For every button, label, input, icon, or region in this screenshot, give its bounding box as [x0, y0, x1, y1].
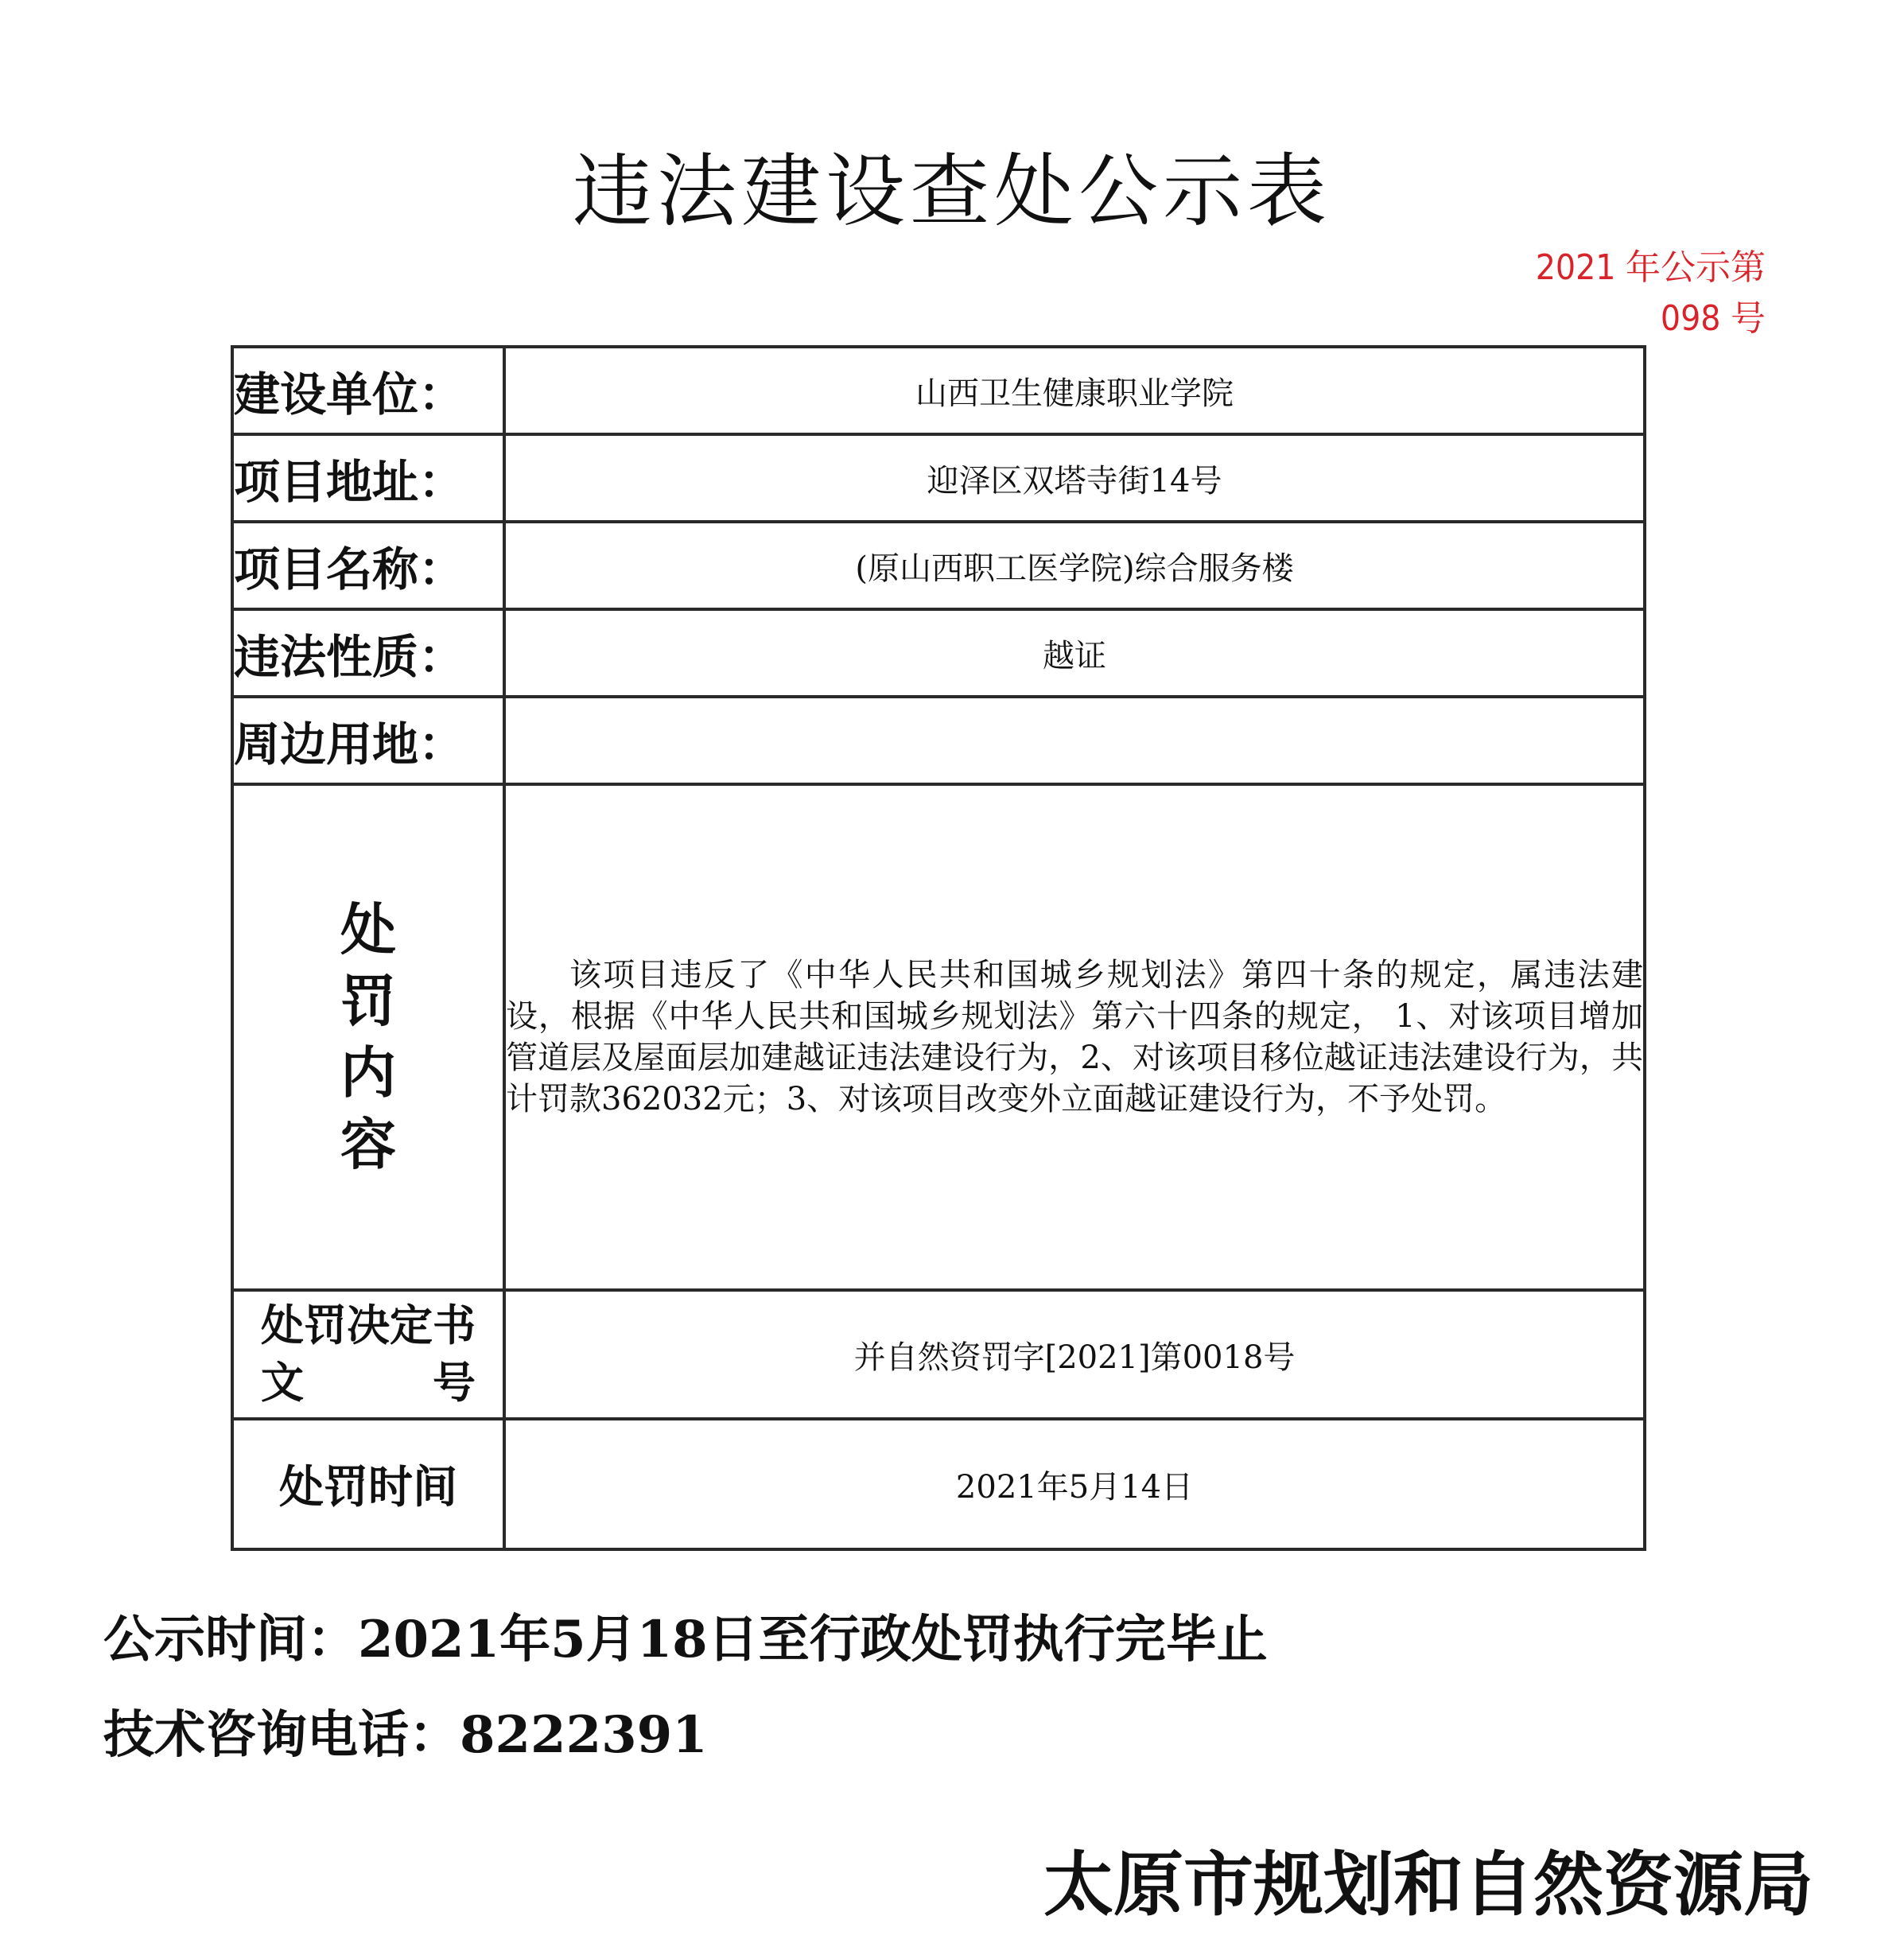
penalty-content-cell: [504, 784, 1645, 1290]
value-construction-unit: 山西卫生健康职业学院: [504, 347, 1645, 434]
value-violation-type: 越证: [504, 609, 1645, 697]
row-project-address: [232, 434, 1645, 522]
row-project-name: [232, 522, 1645, 609]
penalty-content-label-text: 处罚内容: [340, 896, 396, 1177]
label-penalty-content: [232, 784, 504, 1290]
row-construction-unit: [232, 347, 1645, 434]
row-violation-type: [232, 609, 1645, 697]
label-project-address: 项目地址：: [232, 434, 504, 522]
penalty-content-text: 该项目违反了《中华人民共和国城乡规划法》第四十条的规定，属违法建设，根据《中华人民共和国城乡规划法》第六十四条的规定， 1、对该项目增加管道层及屋面层加建越证违法建设行为，2、对该项目移位越证违法建设行为，共计罚款362032元；3、对该项目改变外立面越证建设行为，不予处罚。: [506, 957, 1643, 1117]
page-title: 违法建设查处公示表: [573, 145, 1331, 238]
label-project-name: 项目名称：: [232, 522, 504, 609]
row-penalty-time: [232, 1419, 1645, 1549]
decision-label-line2: 文 号: [261, 1358, 476, 1408]
row-decision-document: [232, 1290, 1645, 1419]
label-construction-unit: 建设单位：: [232, 347, 504, 434]
value-decision-document: 并自然资罚字[2021]第0018号: [504, 1290, 1645, 1419]
decision-label-line1: 处罚决定书: [261, 1300, 476, 1350]
label-surrounding-land: 周边用地：: [232, 697, 504, 784]
consult-phone: 技术咨询电话：8222391: [103, 1705, 708, 1765]
disclosure-table: [231, 345, 1646, 1551]
label-decision-document: [232, 1290, 504, 1419]
value-penalty-time: 2021年5月14日: [504, 1419, 1645, 1549]
value-surrounding-land: [504, 697, 1645, 784]
publicity-time: 公示时间：2021年5月18日至行政处罚执行完毕止: [103, 1610, 1268, 1669]
organization-name: 太原市规划和自然资源局: [1043, 1843, 1813, 1926]
label-violation-type: 违法性质：: [232, 609, 504, 697]
label-penalty-time: 处罚时间: [232, 1419, 504, 1549]
value-project-name: (原山西职工医学院)综合服务楼: [504, 522, 1645, 609]
row-surrounding-land: [232, 697, 1645, 784]
value-project-address: 迎泽区双塔寺街14号: [504, 434, 1645, 522]
row-penalty-content: [232, 784, 1645, 1290]
notice-number: 2021 年公示第 098 号: [1535, 247, 1766, 339]
